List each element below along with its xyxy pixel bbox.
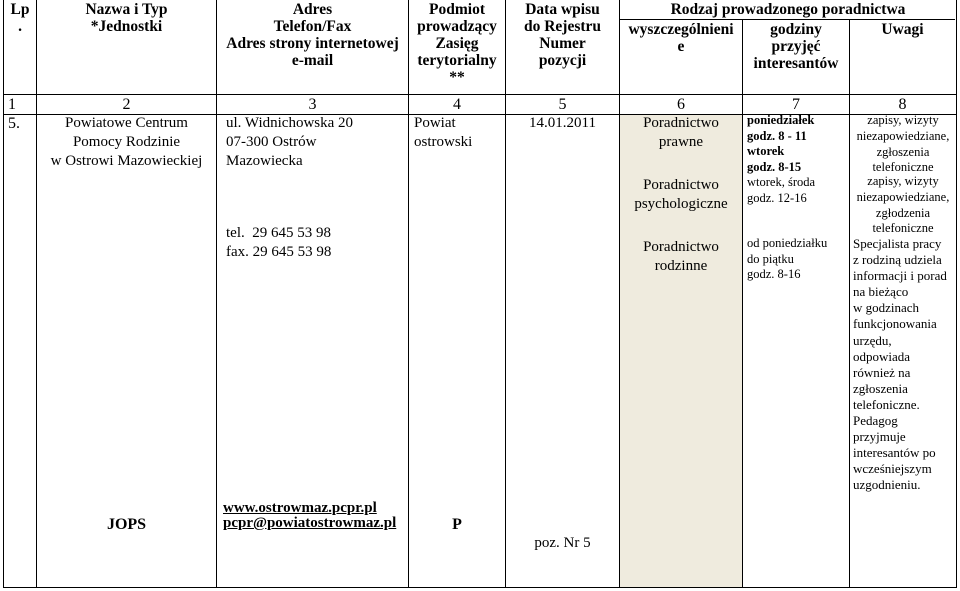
header-type-group: Rodzaj prowadzonego poradnictwa	[670, 1, 906, 18]
hours-family	[747, 236, 827, 283]
notes-psychological: zapisy, wizyty niezapowiedziane, zgłodzenia telefoniczne	[856, 174, 950, 236]
row-divider	[3, 94, 956, 95]
unit-entity: Powiat ostrowski	[414, 115, 473, 150]
counseling-type-family: Poradnictwo rodzinne	[643, 239, 719, 274]
col-divider	[408, 0, 409, 587]
counseling-type-legal: Poradnictwo prawne	[643, 115, 719, 150]
table-frame	[3, 0, 957, 588]
col-divider	[36, 0, 37, 587]
hours-psychological	[747, 175, 815, 206]
unit-email[interactable]: pcpr@powiatostrowmaz.pl	[223, 515, 397, 531]
column-number: 7	[792, 96, 800, 113]
unit-address: ul. Widnichowska 20 07-300 Ostrów Mazowiecka	[226, 115, 354, 169]
unit-phone: tel. 29 645 53 98 fax. 29 645 53 98	[226, 225, 332, 260]
column-number: 6	[677, 96, 685, 113]
column-number: 4	[453, 96, 461, 113]
header-entity: Podmiot prowadzący Zasięg terytorialny **	[417, 1, 497, 86]
counseling-type-psychological: Poradnictwo psychologiczne	[634, 177, 728, 212]
unit-website[interactable]: www.ostrowmaz.pcpr.pl	[223, 500, 377, 516]
notes-family: Specjalista pracy z rodziną udziela informacji i porad na bieżąco w godzinach funkcjonowania urzędu, odpowiada również na zgłoszenia telefoniczne. Pedagog przyjmuje interesantów po wcześniejszym uzgodnieniu.	[853, 236, 947, 493]
hours-family-text: od poniedziałku do piątku godz. 8-16	[747, 236, 828, 281]
entity-code: P	[452, 516, 462, 533]
col-divider	[505, 0, 506, 587]
header-notes: Uwagi	[881, 21, 924, 38]
register-position: poz. Nr 5	[534, 535, 591, 551]
col-divider	[619, 0, 620, 587]
header-date: Data wpisu do Rejestru Numer pozycji	[523, 1, 602, 69]
column-number: 2	[122, 96, 131, 113]
unit-date: 14.01.2011	[529, 115, 596, 131]
row-divider	[619, 19, 955, 20]
unit-type-code: JOPS	[106, 516, 147, 533]
column-number: 8	[898, 96, 907, 113]
hours-legal	[747, 113, 814, 175]
column-number: 1	[8, 96, 16, 113]
header-details: wyszczególnieni e	[628, 21, 734, 55]
column-number: 3	[308, 96, 317, 113]
header-name: Nazwa i Typ *Jednostki	[85, 1, 168, 35]
header-address: Adres Telefon/Fax Adres strony internetowej e-mail	[226, 1, 399, 69]
header-lp: Lp .	[10, 1, 30, 35]
hours-psychological-text: wtorek, środa godz. 12-16	[747, 175, 816, 205]
unit-name: Powiatowe Centrum Pomocy Rodzinie w Ostrowi Mazowieckiej	[50, 115, 203, 169]
col-divider	[216, 0, 217, 587]
column-number: 5	[558, 96, 567, 113]
hours-legal-text: poniedziałek godz. 8 - 11 wtorek godz. 8-15	[747, 113, 815, 174]
row-lp: 5.	[8, 115, 20, 132]
notes-legal: zapisy, wizyty niezapowiedziane, zgłoszenia telefoniczne	[856, 113, 950, 175]
header-hours: godziny przyjęć interesantów	[753, 21, 839, 72]
